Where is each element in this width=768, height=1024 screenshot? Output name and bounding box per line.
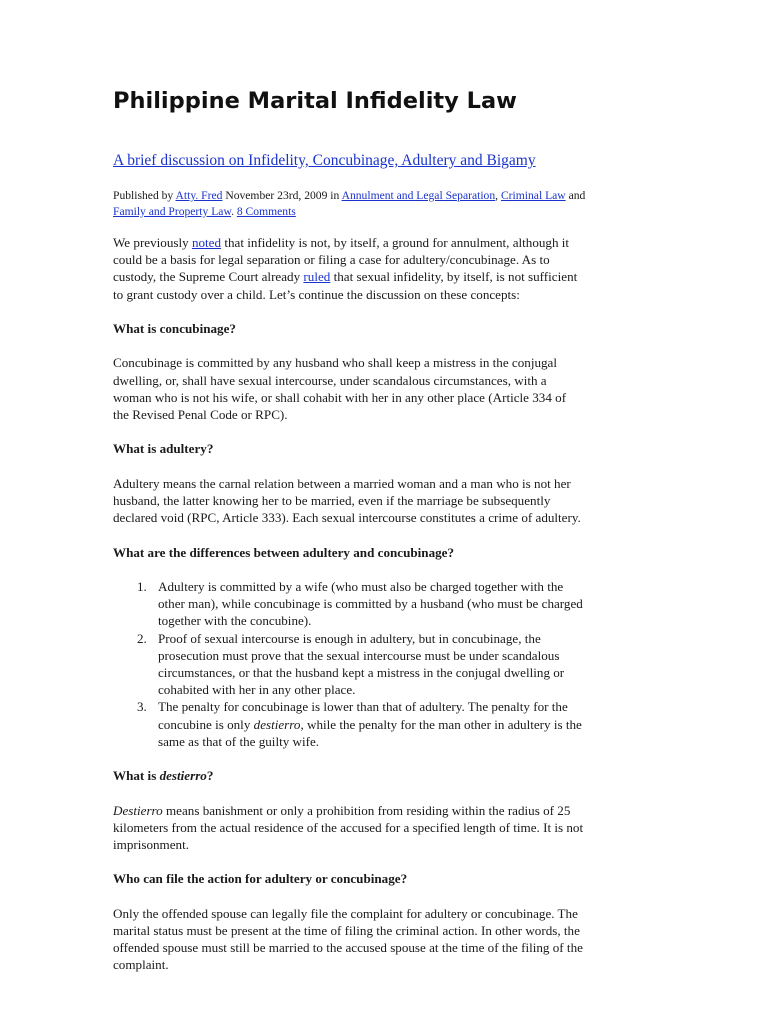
answer-paragraph [113, 905, 658, 974]
answer-text: declared void (RPC, Article 333). Each sexual intercourse constitutes a crime of adultery. [113, 510, 581, 526]
list-text: concubine is only [158, 716, 254, 732]
answer-text: dwelling, or, shall have sexual intercourse, under scandalous circumstances, with a [113, 372, 547, 388]
answer-text: complaint. [113, 957, 169, 973]
question-text: What is [113, 768, 160, 784]
list-text: The penalty for concubinage is lower than that of adultery. The penalty for the [158, 699, 568, 715]
destierro-term: Destierro [113, 802, 163, 818]
list-number: 1. [137, 578, 147, 594]
answer-text: Only the offended spouse can legally file the complaint for adultery or concubinage. The [113, 905, 578, 921]
answer-paragraph [113, 354, 658, 423]
destierro-term: destierro [159, 768, 207, 784]
answer-text: means banishment or only a prohibition from residing within the radius of 25 [162, 802, 571, 818]
intro-paragraph [113, 234, 658, 303]
list-item [113, 578, 658, 630]
list-item [113, 630, 658, 699]
noted-link[interactable]: noted [191, 235, 222, 250]
list-item [113, 698, 658, 750]
question-text: ? [206, 768, 214, 784]
question-heading [113, 767, 658, 784]
list-text: together with the concubine). [158, 613, 312, 629]
category-link-family-property[interactable]: Family and Property Law [113, 205, 232, 218]
intro-text: that sexual infidelity, by itself, is not sufficient [330, 269, 578, 285]
category-link-criminal-law[interactable]: Criminal Law [500, 189, 566, 202]
answer-text: marital status must be present at the time of filing the criminal action. In other words, the [113, 922, 580, 938]
intro-text: We previously [113, 235, 192, 250]
intro-text: custody, the Supreme Court already [113, 269, 304, 285]
list-text: prosecution must prove that the sexual intercourse must be under scandalous [158, 647, 560, 663]
answer-text: kilometers from the actual residence of the accused for a specified length of time. It is not [113, 819, 584, 835]
answer-paragraph [113, 802, 658, 854]
intro-text: could be a basis for legal separation or filing a case for adultery/concubinage. As to [113, 252, 550, 268]
question-heading: What is concubinage? [113, 321, 236, 336]
answer-text: the Revised Penal Code or RPC). [113, 407, 288, 422]
answer-text: Adultery means the carnal relation between a married woman and a man who is not her [113, 475, 571, 491]
ruled-link[interactable]: ruled [303, 269, 331, 285]
answer-text: husband, the latter knowing her to be married, even if the marriage be subsequently [113, 492, 551, 508]
article-subtitle-link[interactable]: A brief discussion on Infidelity, Concubinage, Adultery and Bigamy [113, 152, 536, 169]
list-text: circumstances, or that the husband kept a mistress in the conjugal dwelling or [158, 664, 565, 680]
intro-text: to grant custody over a child. Let’s continue the discussion on these concepts: [113, 286, 520, 302]
meta-comma: , [495, 189, 501, 202]
question-heading: What are the differences between adultery and concubinage? [113, 544, 455, 560]
list-text: Proof of sexual intercourse is enough in adultery, but in concubinage, the [158, 630, 541, 646]
article-body [113, 234, 658, 974]
answer-text: imprisonment. [113, 836, 190, 852]
answer-text: offended spouse must still be married to the accused spouse at the time of the filing of the [113, 940, 583, 956]
meta-date: November 23rd, 2009 in [222, 189, 342, 202]
list-text: , while the penalty for the man other in adultery is the [300, 716, 582, 732]
list-number: 2. [137, 630, 147, 646]
list-text: Adultery is committed by a wife (who must also be charged together with the [158, 578, 564, 594]
comments-link[interactable]: 8 Comments [236, 205, 296, 218]
list-text: cohabited with her in any other place. [158, 682, 356, 698]
meta-and: and [565, 189, 586, 202]
question-heading: Who can file the action for adultery or concubinage? [113, 871, 408, 887]
meta-published-by: Published by [113, 189, 176, 202]
question-heading: What is adultery? [113, 441, 214, 457]
answer-text: Concubinage is committed by any husband who shall keep a mistress in the conjugal [113, 355, 558, 371]
author-link[interactable]: Atty. Fred [175, 189, 223, 202]
article-meta [113, 188, 653, 220]
destierro-term: destierro [253, 716, 301, 732]
intro-text: that infidelity is not, by itself, a ground for annulment, although it [221, 235, 570, 250]
meta-separator: . [231, 205, 237, 218]
answer-paragraph [113, 475, 658, 527]
category-link-annulment[interactable]: Annulment and Legal Separation [341, 189, 496, 202]
page-title: Philippine Marital Infidelity Law [113, 88, 517, 114]
list-text: other man), while concubinage is committed by a husband (who must be charged [158, 596, 583, 612]
list-text: same as that of the guilty wife. [158, 733, 320, 749]
differences-list [113, 578, 658, 750]
list-number: 3. [137, 699, 147, 715]
answer-text: woman who is not his wife, or shall cohabit with her in any other place (Article 334 of [113, 389, 567, 405]
